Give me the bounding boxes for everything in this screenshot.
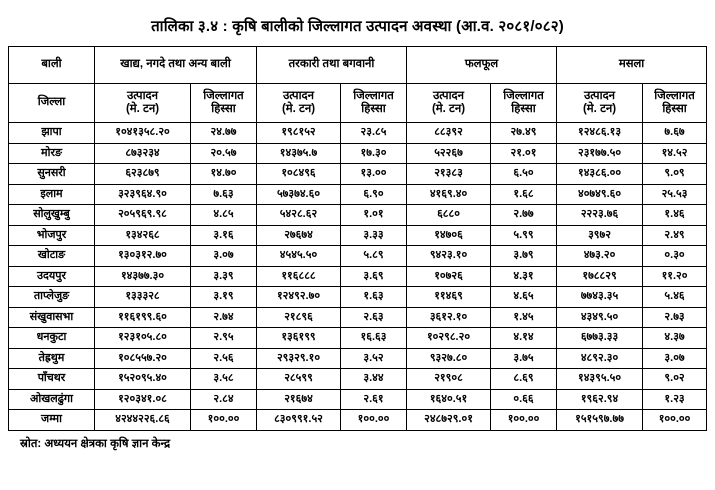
share-cell: ७.६७ <box>643 123 707 144</box>
header-share-line1: जिल्लागत <box>654 89 695 102</box>
share-cell: २.६३ <box>341 307 407 328</box>
share-cell: ३.७९ <box>491 246 557 267</box>
table-row <box>9 369 707 390</box>
production-cell: २८५९९ <box>257 369 341 390</box>
share-cell: ५.९९ <box>491 225 557 246</box>
district-cell: भोजपुर <box>9 225 95 246</box>
production-cell: ४०७४९.६० <box>557 184 643 205</box>
table-body <box>9 123 707 431</box>
table-row <box>9 348 707 369</box>
share-cell: २४.७७ <box>191 123 257 144</box>
share-cell: ०.३० <box>643 246 707 267</box>
header-corner-bottom: जिल्ला <box>9 84 95 123</box>
share-cell: ६.५० <box>491 164 557 185</box>
total-label: जम्मा <box>9 410 95 431</box>
share-cell: ९.०२ <box>643 369 707 390</box>
table-row <box>9 307 707 328</box>
share-cell: १.४६ <box>643 205 707 226</box>
production-cell: २२२३.७६ <box>557 205 643 226</box>
share-cell: ३.३९ <box>191 266 257 287</box>
production-cell: ६८८० <box>407 205 491 226</box>
production-cell: १०४१३५८.२० <box>95 123 191 144</box>
district-cell: इलाम <box>9 184 95 205</box>
header-share-2 <box>491 84 557 123</box>
header-production-line2: (मे. टन) <box>125 103 160 115</box>
table-row <box>9 143 707 164</box>
share-cell: २०.५७ <box>191 143 257 164</box>
production-cell: १५२०९५.४० <box>95 369 191 390</box>
share-cell: ३.१६ <box>191 225 257 246</box>
district-cell: झापा <box>9 123 95 144</box>
share-cell: ३.३३ <box>341 225 407 246</box>
share-cell: ४.८५ <box>191 205 257 226</box>
production-cell: ८७३२३४ <box>95 143 191 164</box>
production-cell: १४७०६ <box>407 225 491 246</box>
share-cell: ६.९० <box>341 184 407 205</box>
production-cell: ९३२७.८० <box>407 348 491 369</box>
share-cell: २३.८५ <box>341 123 407 144</box>
share-cell: ३.०७ <box>191 246 257 267</box>
production-cell: १०८५५७.२० <box>95 348 191 369</box>
header-group-3: मसला <box>557 47 707 84</box>
production-cell: २१९०८ <box>407 369 491 390</box>
total-share-cell: १००.०० <box>643 410 707 431</box>
production-cell: ५४२८.६२ <box>257 205 341 226</box>
total-production-cell: ८३०९९१.५२ <box>257 410 341 431</box>
share-cell: १.४५ <box>491 307 557 328</box>
share-cell: ७.६३ <box>191 184 257 205</box>
production-cell: १२४८६.१३ <box>557 123 643 144</box>
share-cell: २१.०१ <box>491 143 557 164</box>
share-cell: २.७७ <box>491 205 557 226</box>
total-share-cell: १००.०० <box>491 410 557 431</box>
header-share-line2: हिस्सा <box>211 103 236 115</box>
production-cell: ११४६९ <box>407 287 491 308</box>
share-cell: २५.५३ <box>643 184 707 205</box>
share-cell: २.६१ <box>341 389 407 410</box>
production-cell: ११६८८८ <box>257 266 341 287</box>
header-share-line2: हिस्सा <box>361 103 386 115</box>
share-cell: २.४९ <box>643 225 707 246</box>
share-cell: १६.६३ <box>341 328 407 349</box>
header-production-line2: (मे. टन) <box>281 103 316 115</box>
production-cell: १०२९८.२० <box>407 328 491 349</box>
district-cell: सोलुखुम्बु <box>9 205 95 226</box>
header-production-0 <box>95 84 191 123</box>
share-cell: १३.०० <box>341 164 407 185</box>
table-row <box>9 266 707 287</box>
production-cell: १३६१९९ <box>257 328 341 349</box>
table-row <box>9 225 707 246</box>
share-cell: ४.३७ <box>643 328 707 349</box>
production-cell: २१३८३ <box>407 164 491 185</box>
production-cell: ८८३९२ <box>407 123 491 144</box>
table-row <box>9 164 707 185</box>
header-share-1 <box>341 84 407 123</box>
production-cell: १३३३२८ <box>95 287 191 308</box>
share-cell: ३.७५ <box>491 348 557 369</box>
production-cell: १४३७७.३० <box>95 266 191 287</box>
production-cell: २३१७७.५० <box>557 143 643 164</box>
share-cell: ३.०७ <box>643 348 707 369</box>
production-cell: ९४२३.१० <box>407 246 491 267</box>
header-production-line1: उत्पादन <box>584 89 616 102</box>
production-cell: १९६२.९४ <box>557 389 643 410</box>
share-cell: १७.३० <box>341 143 407 164</box>
total-row <box>9 410 707 431</box>
production-cell: ४८९२.३० <box>557 348 643 369</box>
total-production-cell: १५१५९७.७७ <box>557 410 643 431</box>
share-cell: २.५६ <box>191 348 257 369</box>
district-cell: मोरङ <box>9 143 95 164</box>
header-sub-row <box>9 84 707 123</box>
header-production-line2: (मे. टन) <box>431 103 466 115</box>
production-cell: ५७३७४.६० <box>257 184 341 205</box>
header-group-row <box>9 47 707 84</box>
production-cell: ६२३८७९ <box>95 164 191 185</box>
production-cell: ३६१२.१० <box>407 307 491 328</box>
table-row <box>9 389 707 410</box>
production-cell: १२४९२.७० <box>257 287 341 308</box>
header-production-line2: (मे. टन) <box>582 103 617 115</box>
production-cell: १६४०.५१ <box>407 389 491 410</box>
production-cell: १२३१०५.८० <box>95 328 191 349</box>
table-title: तालिका ३.४ : कृषि बालीको जिल्लागत उत्पादन अवस्था (आ.व. २०८१/०८२) <box>151 18 564 35</box>
production-cell: २१८९६ <box>257 307 341 328</box>
share-cell: २७.४९ <box>491 123 557 144</box>
production-cell: ७७४३.३५ <box>557 287 643 308</box>
total-production-cell: ४२४४२२६.८६ <box>95 410 191 431</box>
production-cell: ४३४९.५० <box>557 307 643 328</box>
production-cell: १७८८२९ <box>557 266 643 287</box>
share-cell: २.७३ <box>643 307 707 328</box>
production-cell: १३४२६८ <box>95 225 191 246</box>
source-note: स्रोत: अध्ययन क्षेत्रका कृषि ज्ञान केन्द्र <box>20 437 171 450</box>
share-cell: १.०१ <box>341 205 407 226</box>
district-cell: पाँचथर <box>9 369 95 390</box>
production-cell: ४७३.२० <box>557 246 643 267</box>
district-cell: संखुवासभा <box>9 307 95 328</box>
district-cell: ताप्लेजुङ <box>9 287 95 308</box>
production-cell: २१६७४ <box>257 389 341 410</box>
share-cell: ११.२० <box>643 266 707 287</box>
production-cell: १४३७५.७ <box>257 143 341 164</box>
agriculture-production-table <box>8 46 707 431</box>
total-production-cell: २४८७२९.०१ <box>407 410 491 431</box>
production-cell: ५२२६७ <box>407 143 491 164</box>
production-cell: १९८१५२ <box>257 123 341 144</box>
table-row <box>9 287 707 308</box>
production-cell: १४३९५.५० <box>557 369 643 390</box>
table-row <box>9 328 707 349</box>
header-share-line1: जिल्लागत <box>503 89 544 102</box>
header-share-line2: हिस्सा <box>511 103 536 115</box>
share-cell: ३.५८ <box>191 369 257 390</box>
share-cell: १४.५२ <box>643 143 707 164</box>
table-header <box>9 47 707 123</box>
share-cell: १.२३ <box>643 389 707 410</box>
share-cell: १.६८ <box>491 184 557 205</box>
header-group-2: फलफूल <box>407 47 557 84</box>
production-cell: २०५९६९.९८ <box>95 205 191 226</box>
table-row <box>9 123 707 144</box>
share-cell: ४.१४ <box>491 328 557 349</box>
table-row <box>9 184 707 205</box>
header-production-line1: उत्पादन <box>432 89 465 102</box>
header-group-1: तरकारी तथा बगवानी <box>257 47 407 84</box>
production-cell: १२०३४१.०८ <box>95 389 191 410</box>
district-cell: तेह्रथुम <box>9 348 95 369</box>
district-cell: उदयपुर <box>9 266 95 287</box>
district-cell: धनकुटा <box>9 328 95 349</box>
header-share-line1: जिल्लागत <box>353 89 394 102</box>
header-group-0: खाद्य, नगदे तथा अन्य बाली <box>95 47 257 84</box>
share-cell: ३.४४ <box>341 369 407 390</box>
production-cell: ४१६९.४० <box>407 184 491 205</box>
header-production-line1: उत्पादन <box>282 89 315 102</box>
header-share-line1: जिल्लागत <box>203 89 244 102</box>
production-cell: २९३२९.१० <box>257 348 341 369</box>
production-cell: ३९७२ <box>557 225 643 246</box>
total-share-cell: १००.०० <box>191 410 257 431</box>
share-cell: ८.६९ <box>491 369 557 390</box>
production-cell: १३०३१२.७० <box>95 246 191 267</box>
share-cell: ०.६६ <box>491 389 557 410</box>
header-share-0 <box>191 84 257 123</box>
production-cell: ३२३९६४.९० <box>95 184 191 205</box>
share-cell: ९.०९ <box>643 164 707 185</box>
production-cell: ४५४५.५० <box>257 246 341 267</box>
district-cell: ओखलढुंगा <box>9 389 95 410</box>
header-production-2 <box>407 84 491 123</box>
share-cell: ५.४६ <box>643 287 707 308</box>
share-cell: १४.७० <box>191 164 257 185</box>
share-cell: २.९५ <box>191 328 257 349</box>
share-cell: ३.५२ <box>341 348 407 369</box>
header-production-1 <box>257 84 341 123</box>
production-cell: १०८४९६ <box>257 164 341 185</box>
header-share-3 <box>643 84 707 123</box>
share-cell: २.७४ <box>191 307 257 328</box>
production-cell: १०७२६ <box>407 266 491 287</box>
total-share-cell: १००.०० <box>341 410 407 431</box>
share-cell: १.६३ <box>341 287 407 308</box>
share-cell: ३.६९ <box>341 266 407 287</box>
header-production-3 <box>557 84 643 123</box>
share-cell: ४.३१ <box>491 266 557 287</box>
share-cell: २.८४ <box>191 389 257 410</box>
production-cell: १४३८६.०० <box>557 164 643 185</box>
table-row <box>9 205 707 226</box>
header-corner-top: बाली <box>9 47 95 84</box>
share-cell: ३.१९ <box>191 287 257 308</box>
production-cell: ६७७३.३३ <box>557 328 643 349</box>
table-row <box>9 246 707 267</box>
header-production-line1: उत्पादन <box>126 89 159 102</box>
production-cell: ११६१९९.६० <box>95 307 191 328</box>
share-cell: ५.८९ <box>341 246 407 267</box>
production-cell: २७६७४ <box>257 225 341 246</box>
share-cell: ४.६५ <box>491 287 557 308</box>
district-cell: खोटाङ <box>9 246 95 267</box>
district-cell: सुनसरी <box>9 164 95 185</box>
header-share-line2: हिस्सा <box>662 103 687 115</box>
